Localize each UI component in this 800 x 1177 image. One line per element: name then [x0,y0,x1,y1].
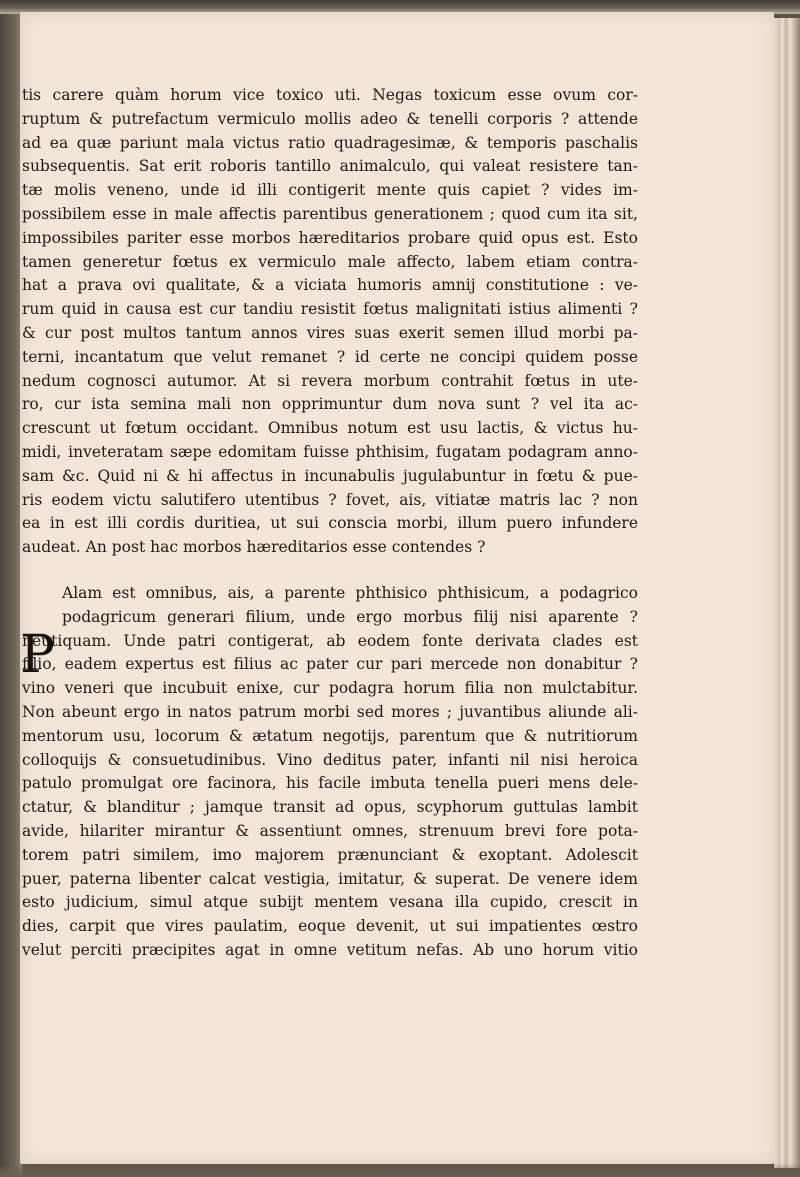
text-line: possibilem esse in male affectis parentibus generationem ; quod cum ita sit, [22,204,638,223]
paragraph-gap [22,560,638,582]
text-line: sam &c. Quid ni & hi affectus in incunabulis jugulabuntur in fœtu & pue- [22,466,638,485]
text-line: ctatur, & blanditur ; jamque transit ad opus, scyphorum guttulas lambit [22,798,638,817]
page-bottom-shadow [0,1163,800,1177]
text-line: tæ molis veneno, unde id illi contigerit mente quis capiet ? vides im- [22,181,638,200]
text-line: rum quid in causa est cur tandiu resistit fœtus malignitati istius alimenti ? [22,300,638,319]
book-fore-edge [774,18,800,1168]
latin-text-block [22,84,638,963]
text-line: nedum cognosci autumor. At si revera morbum contrahit fœtus in ute- [22,371,638,390]
text-line: ruptum & putrefactum vermiculo mollis adeo & tenelli corporis ? attende [22,109,638,128]
text-line: esto judicium, simul atque subijt mentem vesana illa cupido, crescit in [22,893,638,912]
text-line: ro, cur ista semina mali non opprimuntur dum nova sunt ? vel ita ac- [22,395,638,414]
text-line: patulo promulgat ore facinora, his facile imbuta tenella pueri mens dele- [22,774,638,793]
text-line: filio, eadem expertus est filius ac pater cur pari mercede non donabitur ? [22,655,638,674]
text-line: Non abeunt ergo in natos patrum morbi sed mores ; juvantibus aliunde ali- [22,702,638,721]
drop-cap-initial: P [20,625,55,685]
paragraph-2 [22,582,638,963]
paragraph-1 [22,84,638,560]
text-line: tamen generetur fœtus ex vermiculo male affecto, labem etiam contra- [22,252,638,271]
text-line: neutiquam. Unde patri contigerat, ab eodem fonte derivata clades est [22,631,638,650]
text-line: hat a prava ovi qualitate, & a viciata humoris amnij constitutione : ve- [22,276,638,295]
text-line: crescunt ut fœtum occidant. Omnibus notum est usu lactis, & victus hu- [22,419,638,438]
text-line: terni, incantatum que velut remanet ? id certe ne concipi quidem posse [22,347,638,366]
text-line: ea in est illi cordis duritiea, ut sui conscia morbi, illum puero infundere [22,514,638,533]
text-line: ad ea quæ pariunt mala victus ratio quadragesimæ, & temporis paschalis [22,133,638,152]
text-line: podagricum generari filium, unde ergo morbus filij nisi aparente ? [62,607,638,626]
text-line: puer, paterna libenter calcat vestigia, imitatur, & superat. De venere idem [22,869,638,888]
text-line: impossibiles pariter esse morbos hæreditarios probare quid opus est. Esto [22,228,638,247]
text-line: torem patri similem, imo majorem prænunciant & exoptant. Adolescit [22,845,638,864]
text-line: ris eodem victu salutifero utentibus ? fovet, ais, vitiatæ matris lac ? non [22,490,638,509]
text-line: colloquijs & consuetudinibus. Vino deditus pater, infanti nil nisi heroica [22,750,638,769]
text-line: midi, inveteratam sæpe edomitam fuisse phthisim, fugatam podagram anno- [22,442,638,461]
text-line: tis carere quàm horum vice toxico uti. Negas toxicum esse ovum cor- [22,86,638,104]
text-line: audeat. An post hac morbos hæreditarios esse contendes ? [22,538,486,557]
text-line: avide, hilariter mirantur & assentiunt omnes, strenuum brevi fore pota- [22,821,638,840]
text-line: velut perciti præcipites agat in omne vetitum nefas. Ab uno horum vitio [22,940,638,959]
text-line: subsequentis. Sat erit roboris tantillo animalculo, qui valeat resistere tan- [22,157,638,176]
text-line: & cur post multos tantum annos vires suas exerit semen illud morbi pa- [22,323,638,342]
text-line: dies, carpit que vires paulatim, eoque devenit, ut sui impatientes œstro [22,917,638,936]
text-line: vino veneri que incubuit enixe, cur podagra horum filia non mulctabitur. [22,679,638,698]
text-line: mentorum usu, locorum & ætatum negotijs, parentum que & nutritiorum [22,726,638,745]
text-line: Alam est omnibus, ais, a parente phthisico phthisicum, a podagrico [62,583,638,602]
